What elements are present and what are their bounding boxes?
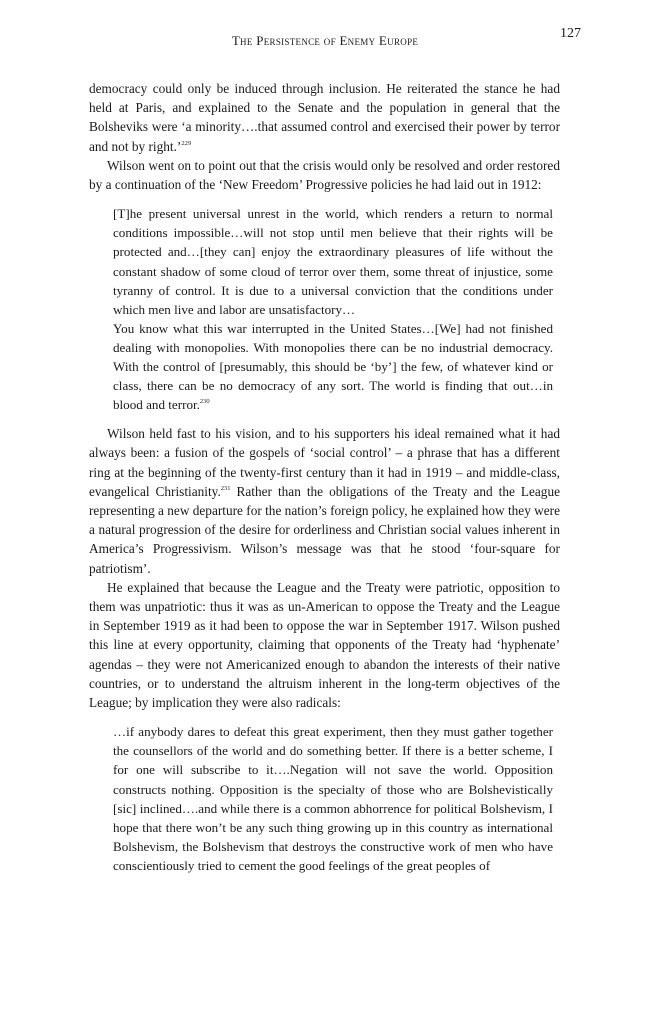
block-quote-1-part-a: [T]he present universal unrest in the world, which renders a return to normal conditions impossible…will not stop until men believe that their rights will be protected and…[they can] enjoy the extraordinary pleasures of life without the constant shadow of some cloud of terror over them, some threat of injustice, some tyranny of control. It is due to a universal conviction that the conditions under which men live and labor are unsatisfactory…	[113, 206, 553, 317]
body-text	[89, 79, 560, 885]
block-quote-2-text: …if anybody dares to defeat this great experiment, then they must gather together the counsellors of the world and do something better. If there is a better scheme, I for one will subscribe to it….Negation will not save the world. Opposition constructs nothing. Opposition is the specialty of those who are Bolshevistically [sic] inclined….and while there is a common abhorrence for political Bolshevism, I hope that there won’t be any such thing growing up in this country as international Bolshevism, the Bolshevism that destroys the constructive work of men who have conscientiously tried to cement the good feelings of the great peoples of	[113, 724, 553, 873]
block-quote-1	[113, 204, 553, 414]
footnote-ref-229: 229	[181, 139, 192, 147]
paragraph-4: He explained that because the League and the Treaty were patriotic, opposition to them was unpatriotic: thus it was as un-American to oppose the Treaty and the League in September 1919 as it had been to oppose the war in September 1917. Wilson pushed this line at every opportunity, claiming that opponents of the Treaty had ‘hyphenate’ agendas – they were not Americanized enough to abandon the interests of their native countries, or to understand the altruism inherent in the long-term objectives of the League; by implication they were also radicals:	[89, 579, 560, 711]
page-number: 127	[560, 26, 581, 41]
footnote-ref-231: 231	[220, 484, 231, 492]
block-quote-1-part-b-text: You know what this war interrupted in the United States…[We] had not finished dealing with monopolies. With monopolies there can be no industrial democracy. With the control of [presumably, this should be ‘by’] the few, of whatever kind or class, there can be no democracy of any sort. The world is finding that out…in blood and terror.	[113, 320, 553, 413]
paragraph-2: Wilson went on to point out that the crisis would only be resolved and order restored by a continuation of the ‘New Freedom’ Progressive policies he had laid out in 1912:	[89, 157, 560, 193]
block-quote-2	[113, 722, 553, 875]
paragraph-1	[89, 79, 560, 156]
paragraph-3-text-b: Rather than the obligations of the Treaty and the League representing a new departure for the nation’s foreign policy, he explained how they were a natural progression of the desire for orderliness and Christian social values inherent in America’s Progressivism. Wilson’s message was that he stood ‘four-square for patriotism’.	[89, 483, 561, 576]
paragraph-3	[89, 424, 560, 578]
paragraph-1-text: democracy could only be induced through inclusion. He reiterated the stance he had held at Paris, and explained to the Senate and the population in general that the Bolsheviks were ‘a minority….that assumed control and exercised their power by terror and not by right.’	[89, 81, 560, 154]
block-quote-1-part-b	[113, 319, 553, 414]
footnote-ref-230: 230	[199, 398, 210, 406]
running-head: The Persistence of Enemy Europe	[231, 33, 419, 48]
paragraph-3-text-a: Wilson held fast to his vision, and to his supporters his ideal remained what it had always been: a fusion of the gospels of ‘social control’ – a phrase that has a different ring at the beginning of the twenty-first century than it had in 1919 – and middle-class, evangelical Christianity.	[89, 426, 560, 499]
